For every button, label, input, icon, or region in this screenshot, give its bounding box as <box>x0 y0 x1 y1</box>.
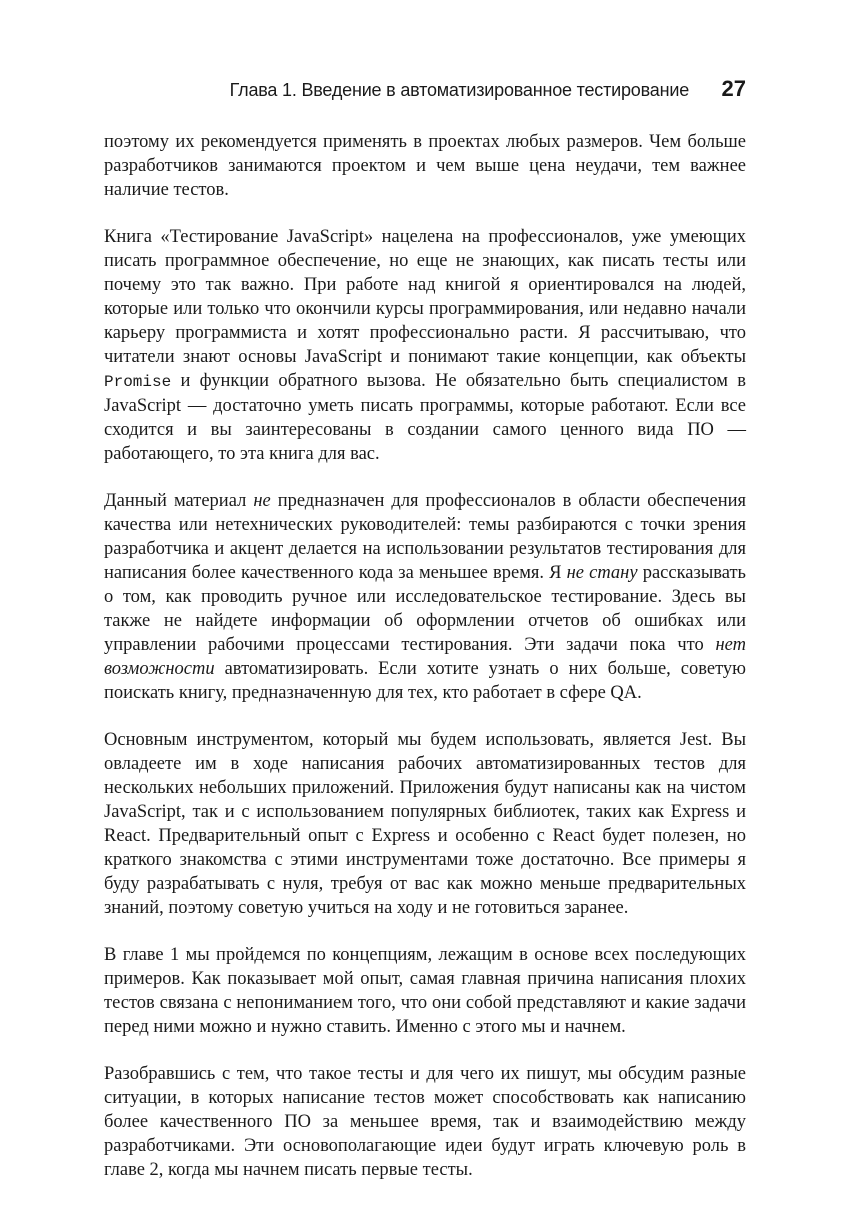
paragraph-2-text-a: Книга «Тестирование JavaScript» нацелена на профессионалов, уже умеющих писать программное обеспечение, но еще не знающих, как писать тесты или почему это так важно. При работе над книгой я ориентировался на людей, которые или только что окончили курсы программирования, или недавно начали карьеру программиста и хотят профессионально расти. Я рассчитываю, что читатели знают основы JavaScript и понимают такие концепции, как объекты <box>104 227 746 367</box>
paragraph-6 <box>104 1062 746 1182</box>
paragraph-5 <box>104 943 746 1039</box>
paragraph-3-text-d: автоматизировать. Если хотите узнать о них больше, советую поискать книгу, предназначенную для тех, кто работает в сфере QA. <box>104 659 746 703</box>
running-chapter-title: Глава 1. Введение в автоматизированное тестирование <box>229 80 689 100</box>
paragraph-4-text: Основным инструментом, который мы будем использовать, является Jest. Вы овладеете им в ходе написания рабочих автоматизированных тестов для нескольких небольших приложений. Приложения будут написаны как на чистом JavaScript, так и с использованием популярных библиотек, таких как Express и React. Предварительный опыт с Express и особенно с React будет полезен, но краткого знакомства с этими инструментами тоже достаточно. Все примеры я буду разрабатывать с нуля, требуя от вас как можно меньше предварительных знаний, поэтому советую учиться на ходу и не готовиться заранее. <box>104 730 746 918</box>
emphasis-ne-stanu: не стану <box>566 563 638 583</box>
body-text <box>104 130 746 1205</box>
paragraph-1-text: поэтому их рекомендуется применять в проектах любых размеров. Чем больше разработчиков занимаются проектом и чем выше цена неудачи, тем важнее наличие тестов. <box>104 132 746 200</box>
inline-code-promise: Promise <box>104 373 172 391</box>
paragraph-2 <box>104 225 746 466</box>
paragraph-5-text: В главе 1 мы пройдемся по концепциям, лежащим в основе всех последующих примеров. Как показывает мой опыт, самая главная причина написания плохих тестов связана с непониманием того, что они собой представляют и какие задачи перед ними можно и нужно ставить. Именно с этого мы и начнем. <box>104 945 746 1037</box>
paragraph-1 <box>104 130 746 202</box>
page-number: 27 <box>721 76 746 101</box>
emphasis-net-vozmozhnosti: нет возможности <box>104 635 746 679</box>
paragraph-6-text: Разобравшись с тем, что такое тесты и для чего их пишут, мы обсудим разные ситуации, в которых написание тестов может способствовать как написанию более качественного ПО за меньшее время, так и взаимодействию между разработчиками. Эти основополагающие идеи будут играть ключевую роль в главе 2, когда мы начнем писать первые тесты. <box>104 1064 746 1180</box>
paragraph-3-text-a: Данный материал <box>104 491 254 511</box>
paragraph-4 <box>104 728 746 920</box>
emphasis-ne: не <box>253 491 271 511</box>
paragraph-3-text-b: предназначен для профессионалов в области обеспечения качества или нетехнических руководителей: темы разбираются с точки зрения разработчика и акцент делается на использовании результатов тестирования для написания более качественного кода за меньшее время. Я <box>104 491 747 583</box>
paragraph-3-text-c: рассказывать о том, как проводить ручное или исследовательское тестирование. Здесь вы также не найдете информации об оформлении отчетов об ошибках или управлении рабочими процессами тестирования. Эти задачи пока что <box>104 563 746 655</box>
page-header <box>0 76 849 106</box>
paragraph-3 <box>104 489 746 705</box>
paragraph-2-text-b: и функции обратного вызова. Не обязательно быть специалистом в JavaScript — достаточно уметь писать программы, которые работают. Если все сходится и вы заинтересованы в создании самого ценного вида ПО — работающего, то эта книга для вас. <box>104 371 746 464</box>
